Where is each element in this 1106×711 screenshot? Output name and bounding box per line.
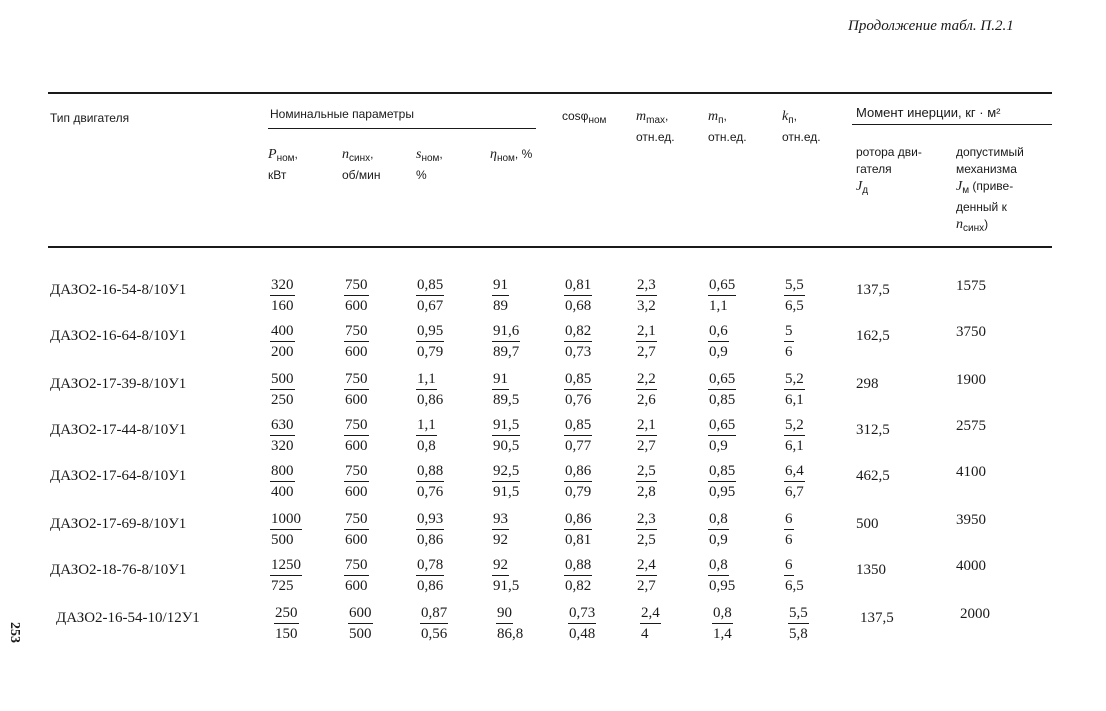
k-p: $\frac{5}{6}$ (785, 323, 793, 360)
m-p: $\frac{0,65}{0,9}$ (709, 417, 736, 454)
motor-type: ДАЗО2-16-54-10/12У1 (56, 610, 200, 626)
m-p: $\frac{0,8}{0,9}$ (709, 511, 728, 548)
n-sync: $\frac{750}{600}$ (345, 323, 368, 360)
k-p: $\frac{5,2}{6,1}$ (785, 417, 804, 454)
m-max: $\frac{2,2}{2,6}$ (637, 371, 656, 408)
page-number: 253 (7, 622, 22, 643)
j-rotor: 462,5 (856, 468, 890, 484)
top-rule (48, 92, 1052, 94)
k-p: $\frac{5,5}{5,8}$ (789, 605, 808, 642)
eta-nom: $\frac{92}{91,5}$ (493, 557, 520, 594)
motor-type: ДАЗО2-17-69-8/10У1 (50, 516, 187, 532)
n-sync: $\frac{750}{600}$ (345, 511, 368, 548)
n-sync: $\frac{750}{600}$ (345, 371, 368, 408)
cos-phi: $\frac{0,85}{0,76}$ (565, 371, 592, 408)
table-row (0, 370, 1106, 416)
eta-nom: $\frac{93}{92}$ (493, 511, 508, 548)
table-row (0, 322, 1106, 368)
eta-nom: $\frac{92,5}{91,5}$ (493, 463, 520, 500)
j-mechanism: 3950 (956, 512, 986, 528)
s-nom: $\frac{0,93}{0,86}$ (417, 511, 444, 548)
j-rotor: 298 (856, 376, 879, 392)
j-rotor: 137,5 (856, 282, 890, 298)
m-max: $\frac{2,4}{4}$ (641, 605, 660, 642)
s-nom: $\frac{0,87}{0,56}$ (421, 605, 448, 642)
header-inertia-group: Момент инерции, кг · м² (856, 105, 1001, 120)
motor-type: ДАЗО2-17-64-8/10У1 (50, 468, 187, 484)
m-max: $\frac{2,4}{2,7}$ (637, 557, 656, 594)
p-nom: $\frac{630}{320}$ (271, 417, 294, 454)
motor-type: ДАЗО2-16-54-8/10У1 (50, 282, 187, 298)
s-nom: $\frac{0,85}{0,67}$ (417, 277, 444, 314)
table-row (0, 510, 1106, 556)
m-p: $\frac{0,65}{1,1}$ (709, 277, 736, 314)
j-mechanism: 2575 (956, 418, 986, 434)
m-p: $\frac{0,65}{0,85}$ (709, 371, 736, 408)
table-row (0, 416, 1106, 462)
header-rotor: ротора дви- гателя $J_д$ (856, 145, 922, 196)
m-p: $\frac{0,8}{1,4}$ (713, 605, 732, 642)
cos-phi: $\frac{0,88}{0,82}$ (565, 557, 592, 594)
table-row (0, 556, 1106, 602)
cos-phi: $\frac{0,85}{0,77}$ (565, 417, 592, 454)
header-k-p: $k_п$, отн.ед. (782, 109, 821, 144)
n-sync: $\frac{600}{500}$ (349, 605, 372, 642)
eta-nom: $\frac{91}{89,5}$ (493, 371, 520, 408)
j-mechanism: 2000 (960, 606, 990, 622)
motor-type: ДАЗО2-16-64-8/10У1 (50, 328, 187, 344)
header-eta-nom: $\eta_{ном}$, % (490, 147, 533, 164)
j-rotor: 312,5 (856, 422, 890, 438)
header-p-nom: $P_{ном}$, кВт (268, 147, 298, 182)
m-max: $\frac{2,5}{2,8}$ (637, 463, 656, 500)
k-p: $\frac{6}{6,5}$ (785, 557, 804, 594)
s-nom: $\frac{1,1}{0,8}$ (417, 417, 436, 454)
eta-nom: $\frac{91}{89}$ (493, 277, 508, 314)
p-nom: $\frac{400}{200}$ (271, 323, 294, 360)
k-p: $\frac{6,4}{6,7}$ (785, 463, 804, 500)
j-rotor: 1350 (856, 562, 886, 578)
eta-nom: $\frac{90}{86,8}$ (497, 605, 524, 642)
j-mechanism: 1575 (956, 278, 986, 294)
header-m-max: $m_{max}$, отн.ед. (636, 109, 675, 144)
j-rotor: 137,5 (860, 610, 894, 626)
k-p: $\frac{5,5}{6,5}$ (785, 277, 804, 314)
header-nominal-group: Номинальные параметры (270, 107, 414, 121)
p-nom: $\frac{250}{150}$ (275, 605, 298, 642)
table-continuation-caption: Продолжение табл. П.2.1 (848, 18, 1014, 34)
header-s-nom: $s_{ном}$, % (416, 147, 443, 182)
header-m-p: $m_п$, отн.ед. (708, 109, 747, 144)
s-nom: $\frac{1,1}{0,86}$ (417, 371, 444, 408)
n-sync: $\frac{750}{600}$ (345, 557, 368, 594)
j-rotor: 162,5 (856, 328, 890, 344)
cos-phi: $\frac{0,86}{0,79}$ (565, 463, 592, 500)
p-nom: $\frac{1250}{725}$ (271, 557, 301, 594)
j-rotor: 500 (856, 516, 879, 532)
m-p: $\frac{0,8}{0,95}$ (709, 557, 736, 594)
cos-phi: $\frac{0,86}{0,81}$ (565, 511, 592, 548)
n-sync: $\frac{750}{600}$ (345, 417, 368, 454)
motor-type: ДАЗО2-17-44-8/10У1 (50, 422, 187, 438)
n-sync: $\frac{750}{600}$ (345, 277, 368, 314)
j-mechanism: 4000 (956, 558, 986, 574)
m-max: $\frac{2,1}{2,7}$ (637, 323, 656, 360)
header-cos-phi: cosφ$_{ном}$ (562, 109, 607, 126)
motor-type: ДАЗО2-18-76-8/10У1 (50, 562, 187, 578)
eta-nom: $\frac{91,6}{89,7}$ (493, 323, 520, 360)
eta-nom: $\frac{91,5}{90,5}$ (493, 417, 520, 454)
nominal-group-rule (268, 128, 536, 129)
j-mechanism: 4100 (956, 464, 986, 480)
s-nom: $\frac{0,88}{0,76}$ (417, 463, 444, 500)
m-max: $\frac{2,1}{2,7}$ (637, 417, 656, 454)
inertia-group-rule (852, 124, 1052, 125)
motor-type: ДАЗО2-17-39-8/10У1 (50, 376, 187, 392)
n-sync: $\frac{750}{600}$ (345, 463, 368, 500)
cos-phi: $\frac{0,81}{0,68}$ (565, 277, 592, 314)
header-allowed: допустимый механизма $J_м$ (приве- денный к $n_{синх}$) (956, 145, 1024, 234)
s-nom: $\frac{0,78}{0,86}$ (417, 557, 444, 594)
m-p: $\frac{0,6}{0,9}$ (709, 323, 728, 360)
p-nom: $\frac{500}{250}$ (271, 371, 294, 408)
header-type: Тип двигателя (50, 111, 130, 125)
table-row (0, 276, 1106, 322)
k-p: $\frac{6}{6}$ (785, 511, 793, 548)
header-bottom-rule (48, 246, 1052, 248)
s-nom: $\frac{0,95}{0,79}$ (417, 323, 444, 360)
cos-phi: $\frac{0,73}{0,48}$ (569, 605, 596, 642)
p-nom: $\frac{1000}{500}$ (271, 511, 301, 548)
cos-phi: $\frac{0,82}{0,73}$ (565, 323, 592, 360)
k-p: $\frac{5,2}{6,1}$ (785, 371, 804, 408)
p-nom: $\frac{800}{400}$ (271, 463, 294, 500)
j-mechanism: 3750 (956, 324, 986, 340)
table-row (0, 462, 1106, 508)
m-max: $\frac{2,3}{2,5}$ (637, 511, 656, 548)
j-mechanism: 1900 (956, 372, 986, 388)
m-p: $\frac{0,85}{0,95}$ (709, 463, 736, 500)
m-max: $\frac{2,3}{3,2}$ (637, 277, 656, 314)
header-n-sync: $n_{синх}$, об/мин (342, 147, 381, 182)
p-nom: $\frac{320}{160}$ (271, 277, 294, 314)
table-row (0, 604, 1106, 650)
